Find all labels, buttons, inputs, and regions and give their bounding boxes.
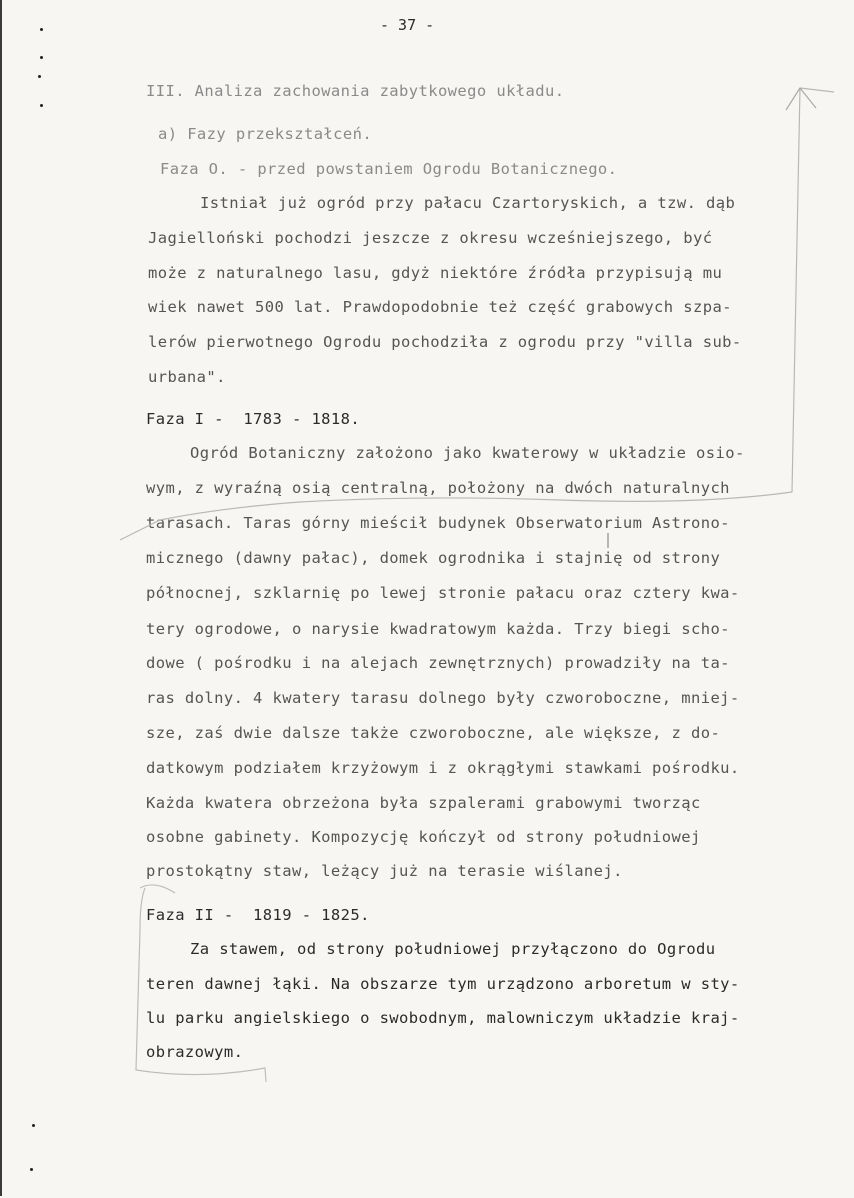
paragraph-line: datkowym podziałem krzyżowym i z okrągłymi stawkami pośrodku. xyxy=(146,759,740,777)
arrow-head-icon xyxy=(786,88,816,110)
paragraph-line: tery ogrodowe, o narysie kwadratowym każda. Trzy biegi scho- xyxy=(146,620,730,638)
paragraph-line: urbana". xyxy=(148,368,226,386)
paragraph-line: Ogród Botaniczny założono jako kwaterowy w układzie osio- xyxy=(190,444,745,462)
paragraph-line: ras dolny. 4 kwatery tarasu dolnego były czworoboczne, mniej- xyxy=(146,689,740,707)
paragraph-line: wym, z wyraźną osią centralną, położony na dwóch naturalnych xyxy=(146,479,730,497)
paragraph-line: tarasach. Taras górny mieścił budynek Obserwatorium Astrono- xyxy=(146,514,730,532)
phase-1-title: Faza I - 1783 - 1818. xyxy=(146,410,361,428)
paragraph-line: obrazowym. xyxy=(146,1043,244,1061)
paragraph-line: sze, zaś dwie dalsze także czworoboczne, ale większe, z do- xyxy=(146,724,721,742)
bracket-line xyxy=(136,888,266,1082)
paragraph-line: Jagielloński pochodzi jeszcze z okresu wcześniejszego, być xyxy=(148,229,713,247)
paragraph-line: prostokątny staw, leżący już na terasie wiślanej. xyxy=(146,862,623,880)
phase-2-title: Faza II - 1819 - 1825. xyxy=(146,906,370,924)
paragraph-line: Istniał już ogród przy pałacu Czartoryskich, a tzw. dąb xyxy=(200,194,736,212)
section-heading: III. Analiza zachowania zabytkowego układu. xyxy=(146,82,565,100)
paragraph-line: micznego (dawny pałac), domek ogrodnika i stajnię od strony xyxy=(146,549,721,567)
paragraph-line: wiek nawet 500 lat. Prawdopodobnie też część grabowych szpa- xyxy=(148,298,732,316)
paragraph-line: Za stawem, od strony południowej przyłączono do Ogrodu xyxy=(190,940,716,958)
bracket-line xyxy=(120,88,834,540)
paragraph-line: lu parku angielskiego o swobodnym, malowniczym układzie kraj- xyxy=(146,1009,740,1027)
paragraph-line: dowe ( pośrodku i na alejach zewnętrznych) prowadziły na ta- xyxy=(146,654,730,672)
paragraph-line: teren dawnej łąki. Na obszarze tym urządzono arboretum w sty- xyxy=(146,975,740,993)
paragraph-line: Każda kwatera obrzeżona była szpalerami grabowymi tworząc xyxy=(146,794,701,812)
paragraph-line: osobne gabinety. Kompozycję kończył od strony południowej xyxy=(146,828,701,846)
paragraph-line: może z naturalnego lasu, gdyż niektóre źródła przypisują mu xyxy=(148,264,723,282)
paragraph-line: lerów pierwotnego Ogrodu pochodziła z ogrodu przy "villa sub- xyxy=(148,333,742,351)
phase-0-title: Faza O. - przed powstaniem Ogrodu Botanicznego. xyxy=(160,160,618,178)
paragraph-line: północnej, szklarnię po lewej stronie pałacu oraz cztery kwa- xyxy=(146,584,740,602)
subsection-heading: a) Fazy przekształceń. xyxy=(158,125,373,143)
page-number: - 37 - xyxy=(380,16,435,34)
